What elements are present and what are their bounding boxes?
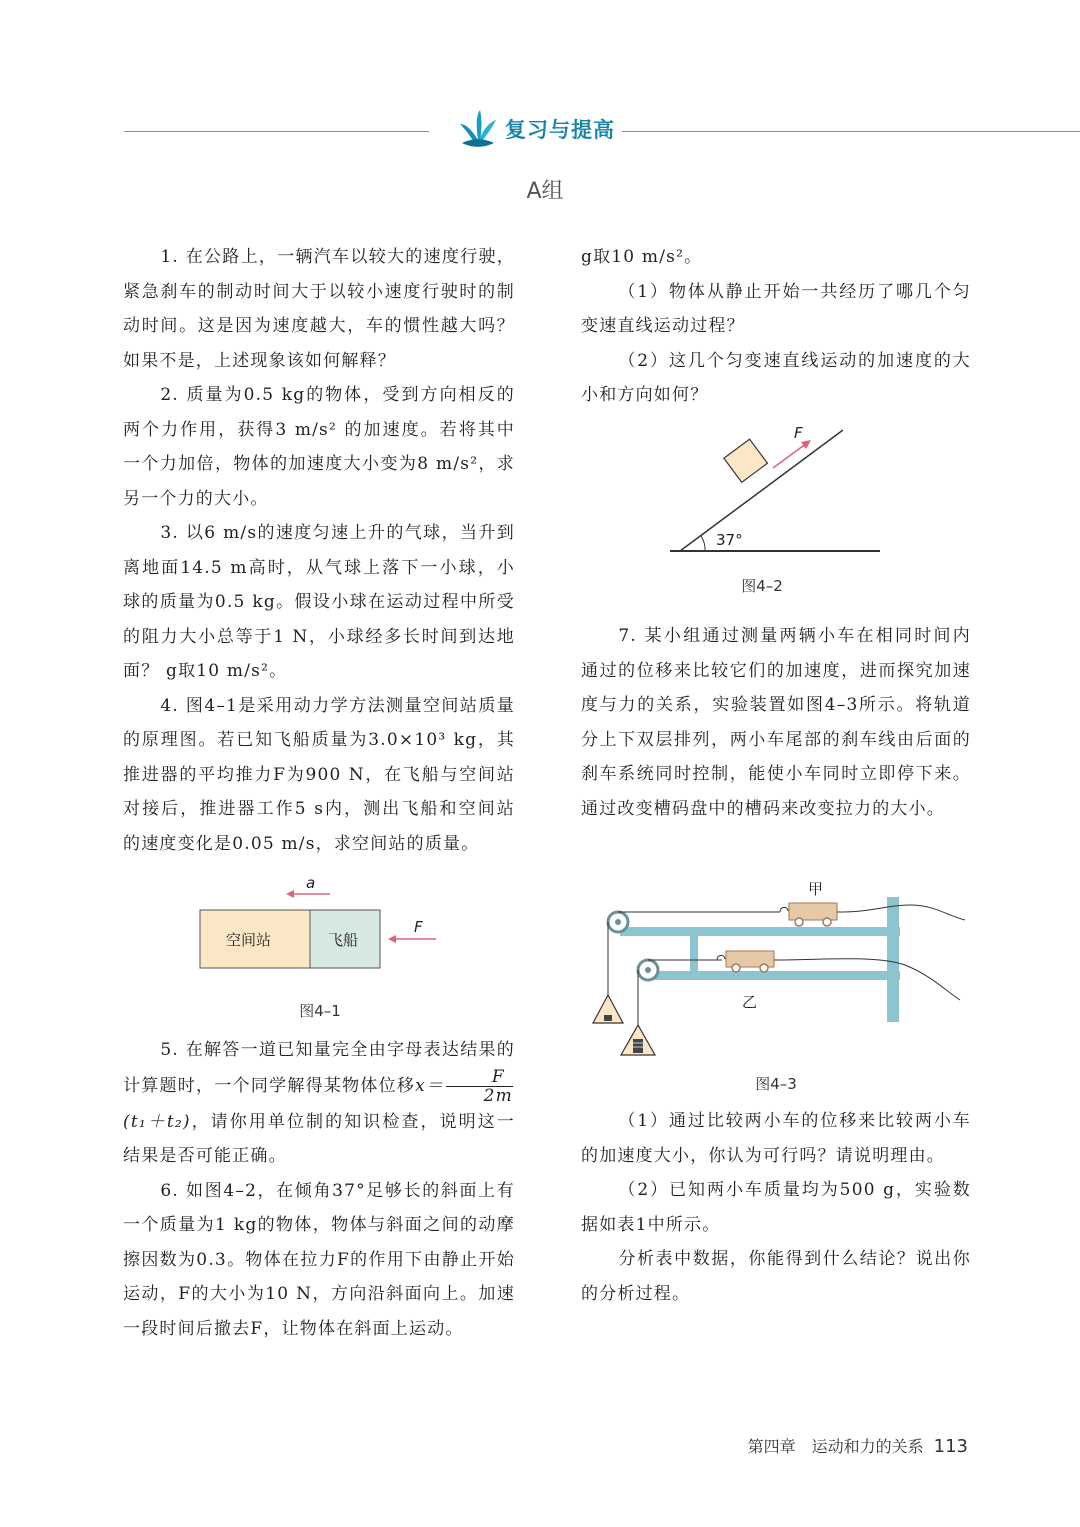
question-7-part-2: （2）已知两小车质量均为500 g，实验数据如表1中所示。 <box>581 1180 971 1235</box>
fig41-label-station: 空间站 <box>226 931 272 949</box>
question-7: 7. 某小组通过测量两辆小车在相同时间内通过的位移来比较它们的加速度，进而探究加速度与力的关系，实验装置如图4–3所示。将轨道分上下双层排列，两小车尾部的刹车线由后面的刹车系统同时控制，能使小车同时立即停下来。通过改变槽码盘中的槽码来改变拉力的大小。 <box>581 626 971 819</box>
question-6-part-2: （2）这几个匀变速直线运动的加速度的大小和方向如何？ <box>581 350 971 405</box>
header-rule-left <box>124 131 429 132</box>
formula-fraction <box>446 1068 513 1105</box>
right-column-lower <box>581 1104 971 1311</box>
question-5 <box>123 1033 515 1174</box>
fig42-label-angle: 37° <box>716 531 743 549</box>
leaf-logo-icon <box>458 108 498 150</box>
question-6-part-1: （1）物体从静止开始一共经历了哪几个匀变速直线运动过程？ <box>581 281 971 336</box>
fig42-caption: 图4–2 <box>741 577 783 595</box>
question-6-continued: g取10 m/s²。 <box>581 247 703 267</box>
question-5-text-b: ，请你用单位制的知识检查，说明这一结果是否可能正确。 <box>123 1111 515 1166</box>
fig41-label-F: F <box>414 918 423 936</box>
question-3: 3. 以6 m/s的速度匀速上升的气球，当升到离地面14.5 m高时，从气球上落下一小球，小球的质量为0.5 kg。假设小球在运动过程中所受的阻力大小总等于1 N，小球经多长时间到达地面？ g取10 m/s²。 <box>123 523 515 681</box>
fig43-label-yi: 乙 <box>742 993 758 1011</box>
slope-block <box>724 439 768 482</box>
page-number: 113 <box>933 1436 968 1457</box>
right-column-middle <box>581 619 971 826</box>
right-column <box>581 240 971 413</box>
fig41-label-a: a <box>306 874 316 892</box>
question-4: 4. 图4–1是采用动力学方法测量空间站质量的原理图。若已知飞船质量为3.0×10³ kg，其推进器的平均推力F为900 N，在飞船与空间站对接后，推进器工作5 s内，测出飞船和空间站的速度变化是0.05 m/s，求空间站的质量。 <box>123 695 515 854</box>
fig43-caption: 图4–3 <box>755 1075 797 1093</box>
fraction-numerator: F <box>446 1068 513 1087</box>
figure-4-2 <box>665 420 890 565</box>
formula-paren: (t₁＋t₂) <box>123 1111 191 1132</box>
upper-track <box>620 927 900 936</box>
cart-jia <box>789 903 837 920</box>
fig42-label-F: F <box>794 424 803 442</box>
question-6: 6. 如图4–2，在倾角37°足够长的斜面上有一个质量为1 kg的物体，物体与斜面之间的动摩擦因数为0.3。物体在拉力F的作用下由静止开始运动，F的大小为10 N，方向沿斜面向上。加速一段时间后撤去F，让物体在斜面上运动。 <box>123 1180 515 1339</box>
section-title: 复习与提高 <box>505 118 615 142</box>
figure-4-3 <box>585 875 975 1060</box>
group-title: A组 <box>526 179 564 204</box>
left-column <box>123 240 515 861</box>
fig43-label-jia: 甲 <box>808 880 824 898</box>
figure-4-1 <box>190 870 450 980</box>
formula-x: x＝ <box>415 1075 445 1096</box>
left-column-lower <box>123 1033 515 1346</box>
question-2: 2. 质量为0.5 kg的物体，受到方向相反的两个力作用，获得3 m/s² 的加速度。若将其中一个力加倍，物体的加速度大小变为8 m/s²，求另一个力的大小。 <box>123 385 515 509</box>
question-7-part-1: （1）通过比较两小车的位移来比较两小车的加速度大小，你认为可行吗？请说明理由。 <box>581 1111 971 1166</box>
fraction-denominator: 2m <box>483 1085 513 1106</box>
fig41-label-ship: 飞船 <box>328 931 359 949</box>
fig41-caption: 图4–1 <box>299 1002 341 1020</box>
question-5-text-a: 5. 在解答一道已知量完全由字母表达结果的计算题时，一个同学解得某物体位移 <box>123 1040 515 1096</box>
chapter-title: 第四章 运动和力的关系 <box>747 1437 924 1456</box>
lower-track <box>647 971 900 980</box>
page-footer <box>748 1434 968 1457</box>
header-rule-right <box>622 131 1080 132</box>
question-1: 1. 在公路上，一辆汽车以较大的速度行驶，紧急刹车的制动时间大于以较小速度行驶时的制动时间。这是因为速度越大，车的惯性越大吗？如果不是，上述现象该如何解释？ <box>123 247 515 371</box>
question-7-part-3: 分析表中数据，你能得到什么结论？说出你的分析过程。 <box>581 1249 971 1304</box>
